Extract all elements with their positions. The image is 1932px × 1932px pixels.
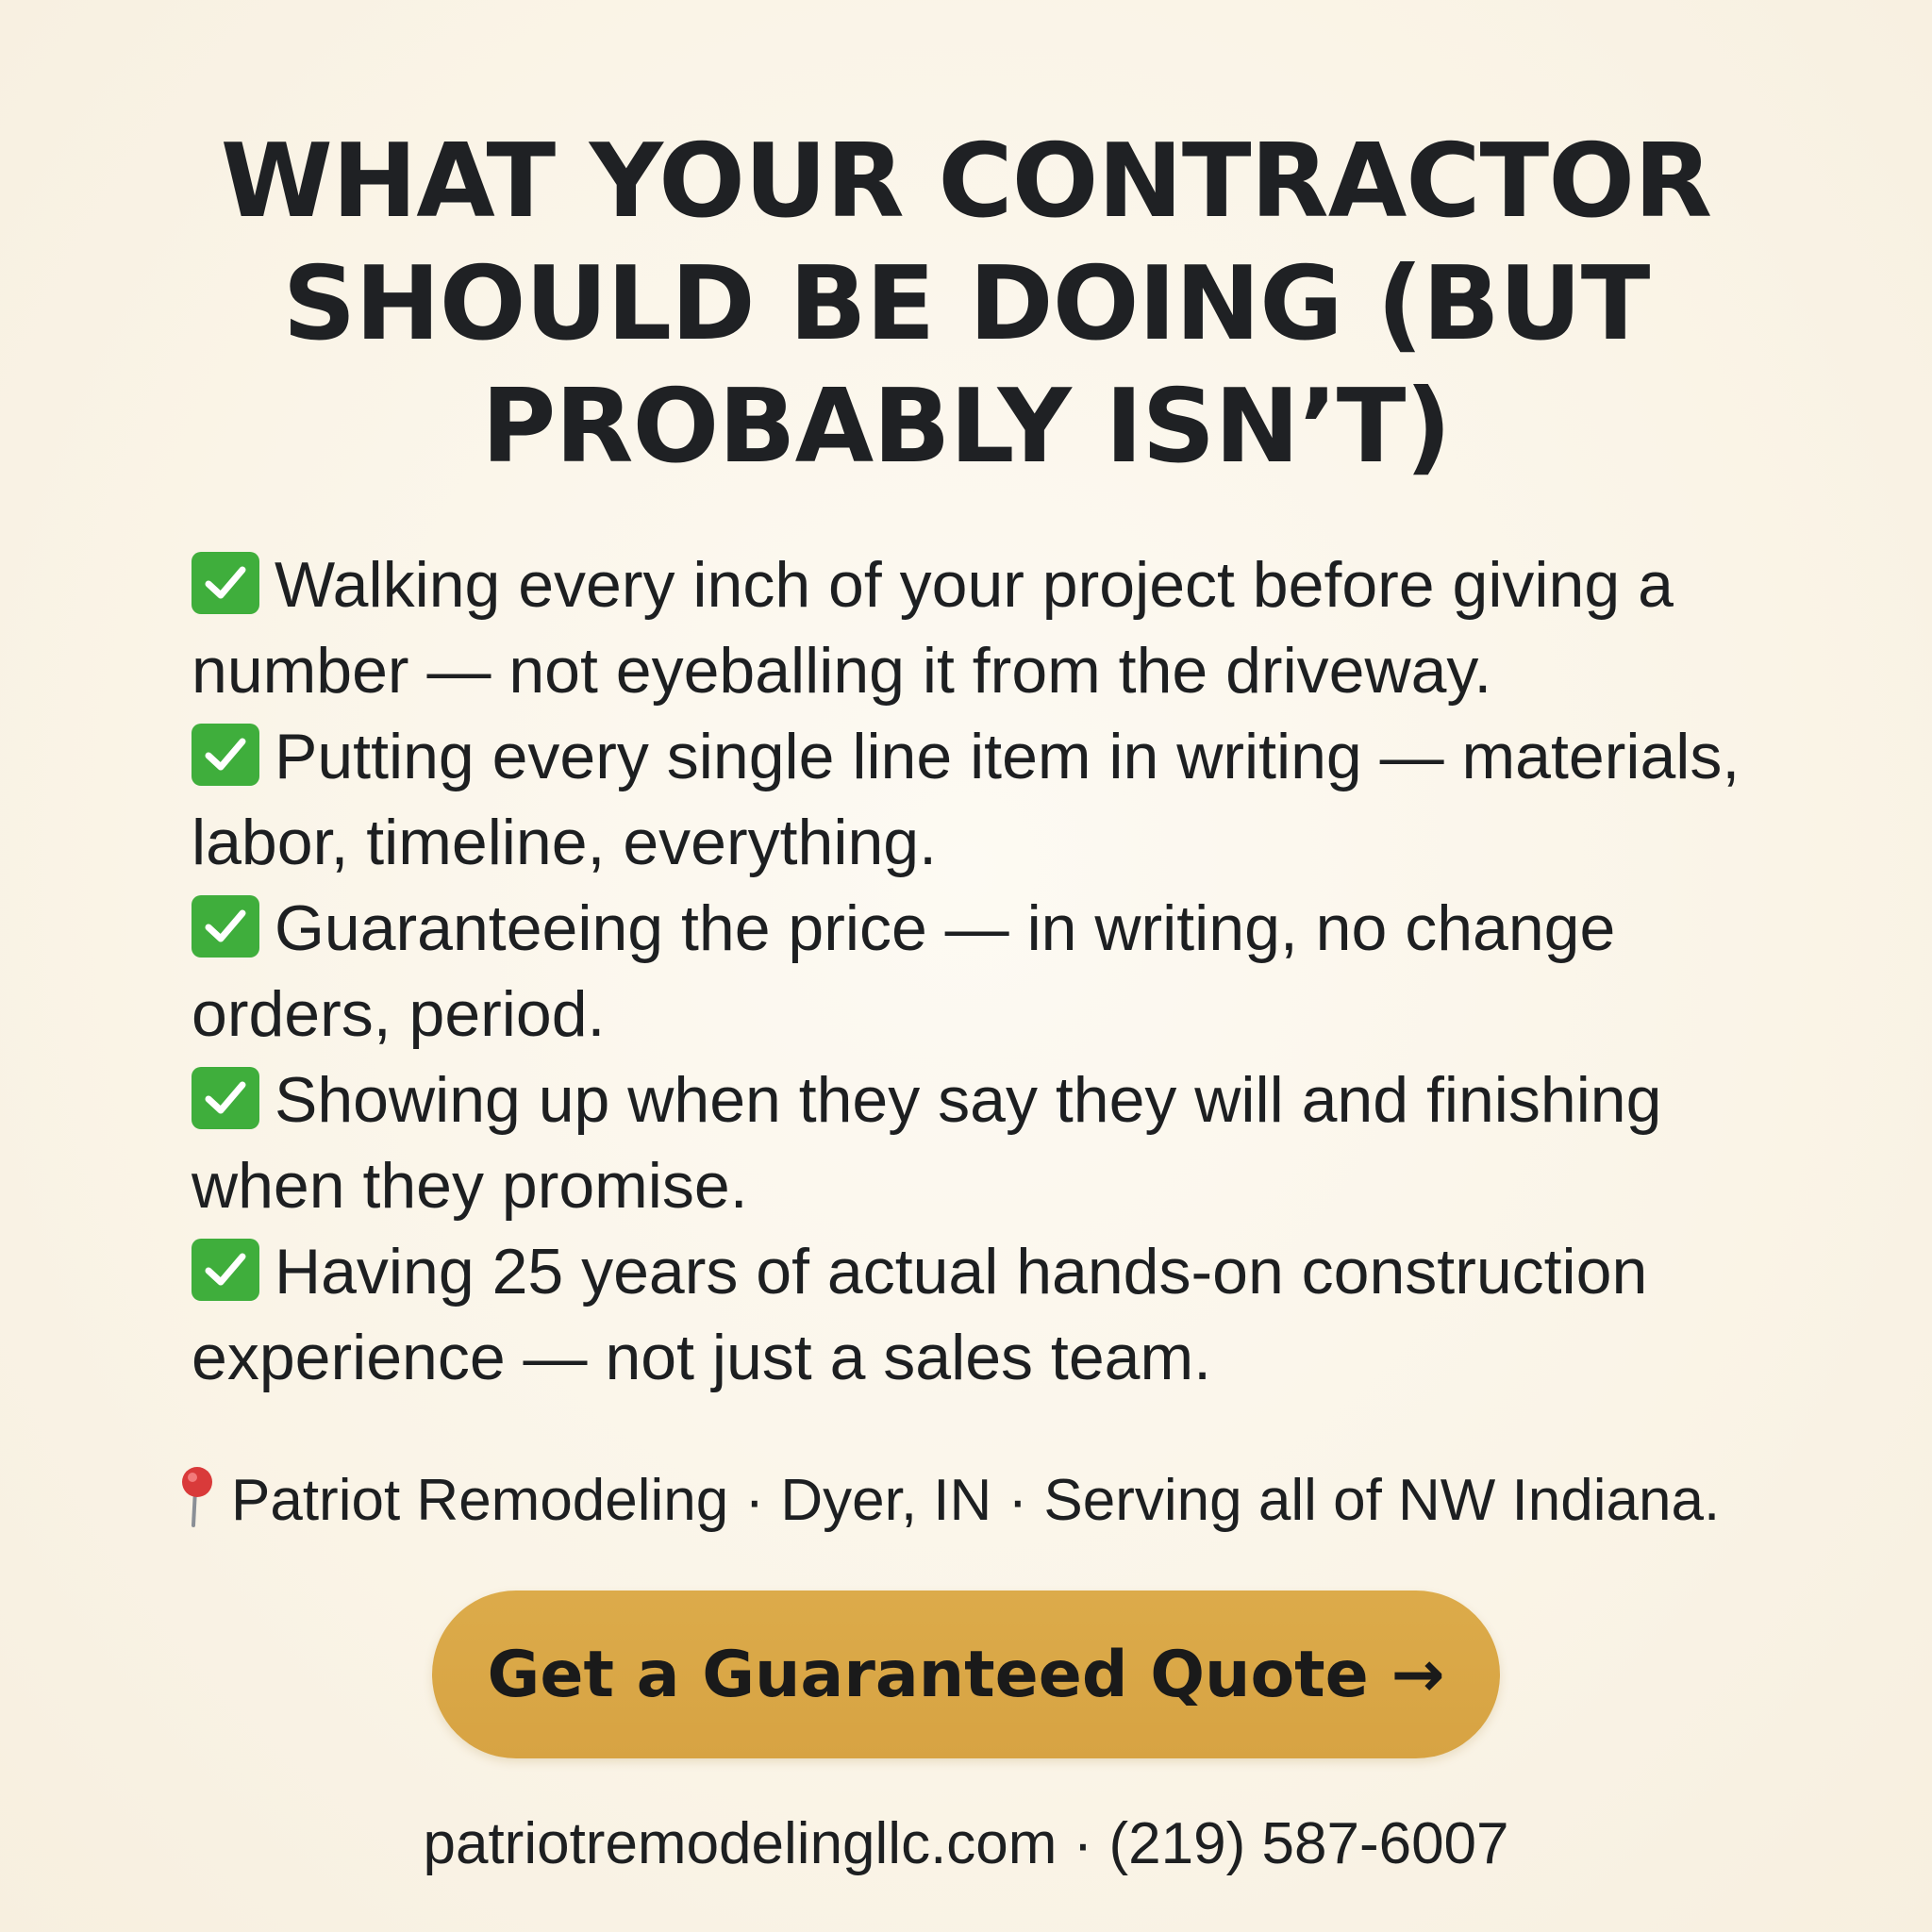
map-pin-icon	[175, 1463, 220, 1529]
check-mark-icon	[192, 724, 259, 786]
checklist	[192, 542, 1814, 1401]
location-line	[175, 1463, 1797, 1538]
check-item	[192, 542, 1814, 714]
check-item-text: Having 25 years of actual hands-on construction experience — not just a sales team.	[192, 1236, 1648, 1393]
check-item	[192, 1229, 1814, 1401]
check-item	[192, 886, 1814, 1058]
check-item	[192, 1058, 1814, 1229]
location-text: Patriot Remodeling · Dyer, IN · Serving all of NW Indiana.	[231, 1468, 1721, 1533]
check-item-text: Putting every single line item in writing — materials, labor, timeline, everything.	[192, 721, 1740, 878]
check-item-text: Guaranteeing the price — in writing, no change orders, period.	[192, 892, 1616, 1050]
check-mark-icon	[192, 1067, 259, 1129]
check-item-text: Showing up when they say they will and finishing when they promise.	[192, 1064, 1662, 1222]
check-mark-icon	[192, 552, 259, 614]
footer-contact: patriotremodelingllc.com · (219) 587-6007	[423, 1811, 1509, 1876]
get-quote-button[interactable]: Get a Guaranteed Quote →	[432, 1591, 1500, 1758]
check-mark-icon	[192, 1239, 259, 1301]
headline: WHAT YOUR CONTRACTOR SHOULD BE DOING (BUT PROBABLY ISN’T)	[220, 123, 1712, 486]
check-item	[192, 714, 1814, 886]
check-item-text: Walking every inch of your project before giving a number — not eyeballing it from the driveway.	[192, 549, 1674, 707]
check-mark-icon	[192, 895, 259, 958]
